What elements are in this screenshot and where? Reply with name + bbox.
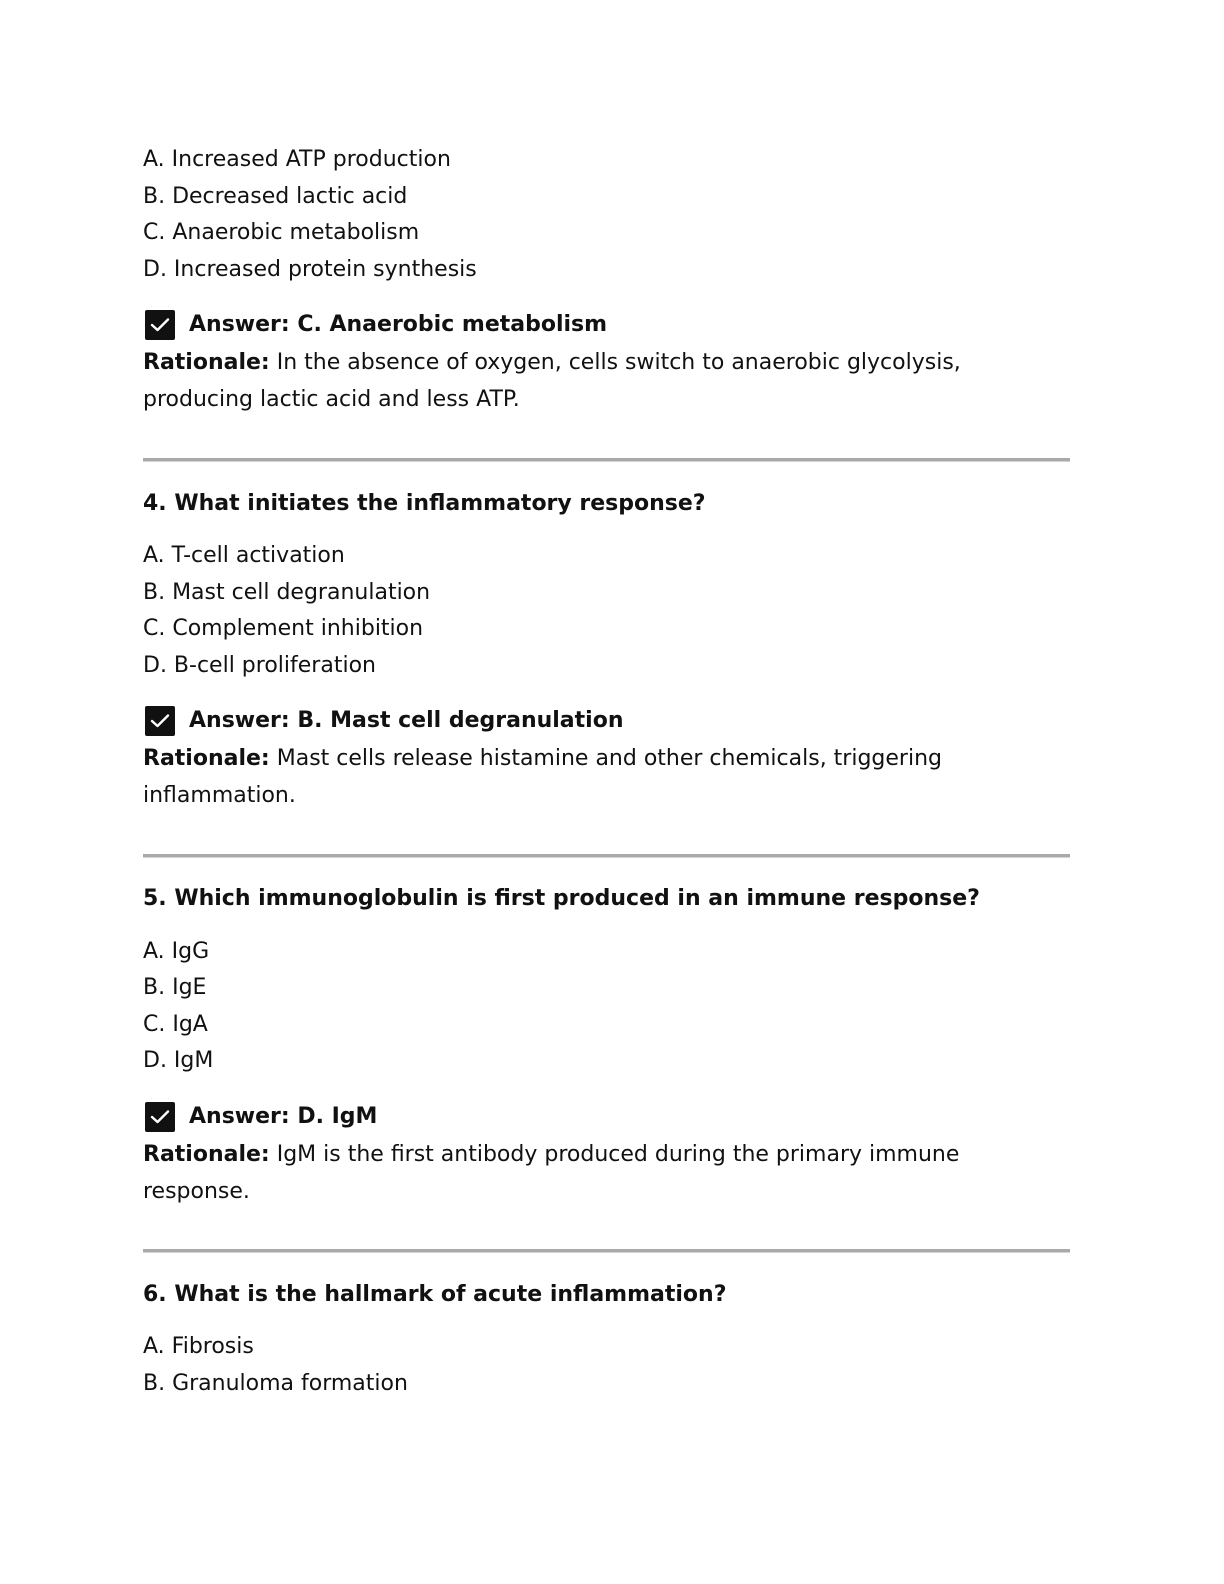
option-b: B. Mast cell degranulation bbox=[143, 580, 431, 605]
question-title: 4. What initiates the inflammatory response? bbox=[143, 491, 706, 516]
rationale bbox=[143, 1136, 1003, 1210]
answer-text: Answer: C. Anaerobic metabolism bbox=[189, 312, 608, 337]
answer-line bbox=[145, 310, 607, 340]
option-a: A. Fibrosis bbox=[143, 1334, 254, 1359]
rationale-text: In the absence of oxygen, cells switch to anaerobic glycolysis, producing lactic acid and less ATP. bbox=[143, 350, 961, 412]
rationale-label: Rationale: bbox=[143, 350, 270, 375]
rationale-label: Rationale: bbox=[143, 746, 270, 771]
option-c: C. Anaerobic metabolism bbox=[143, 220, 420, 245]
option-c: C. Complement inhibition bbox=[143, 616, 424, 641]
option-a: A. Increased ATP production bbox=[143, 147, 451, 172]
rationale bbox=[143, 344, 1003, 418]
check-box-icon bbox=[145, 310, 175, 340]
answer-text: Answer: B. Mast cell degranulation bbox=[189, 708, 624, 733]
answer-text: Answer: D. IgM bbox=[189, 1104, 378, 1129]
rationale-text: IgM is the first antibody produced during the primary immune response. bbox=[143, 1142, 960, 1204]
rationale-label: Rationale: bbox=[143, 1142, 270, 1167]
option-d: D. IgM bbox=[143, 1048, 214, 1073]
option-c: C. IgA bbox=[143, 1012, 208, 1037]
option-a: A. IgG bbox=[143, 939, 210, 964]
option-b: B. Decreased lactic acid bbox=[143, 184, 408, 209]
rationale bbox=[143, 740, 1003, 814]
section-divider bbox=[143, 1249, 1070, 1253]
section-divider bbox=[143, 854, 1070, 858]
answer-line bbox=[145, 706, 624, 736]
answer-line bbox=[145, 1102, 377, 1132]
check-box-icon bbox=[145, 1102, 175, 1132]
option-b: B. IgE bbox=[143, 975, 207, 1000]
option-b: B. Granuloma formation bbox=[143, 1371, 408, 1396]
option-d: D. B-cell proliferation bbox=[143, 653, 376, 678]
question-title: 6. What is the hallmark of acute inflammation? bbox=[143, 1282, 727, 1307]
option-d: D. Increased protein synthesis bbox=[143, 257, 477, 282]
option-a: A. T-cell activation bbox=[143, 543, 345, 568]
question-title: 5. Which immunoglobulin is first produced in an immune response? bbox=[143, 886, 980, 911]
section-divider bbox=[143, 458, 1070, 462]
rationale-text: Mast cells release histamine and other chemicals, triggering inflammation. bbox=[143, 746, 942, 808]
check-box-icon bbox=[145, 706, 175, 736]
